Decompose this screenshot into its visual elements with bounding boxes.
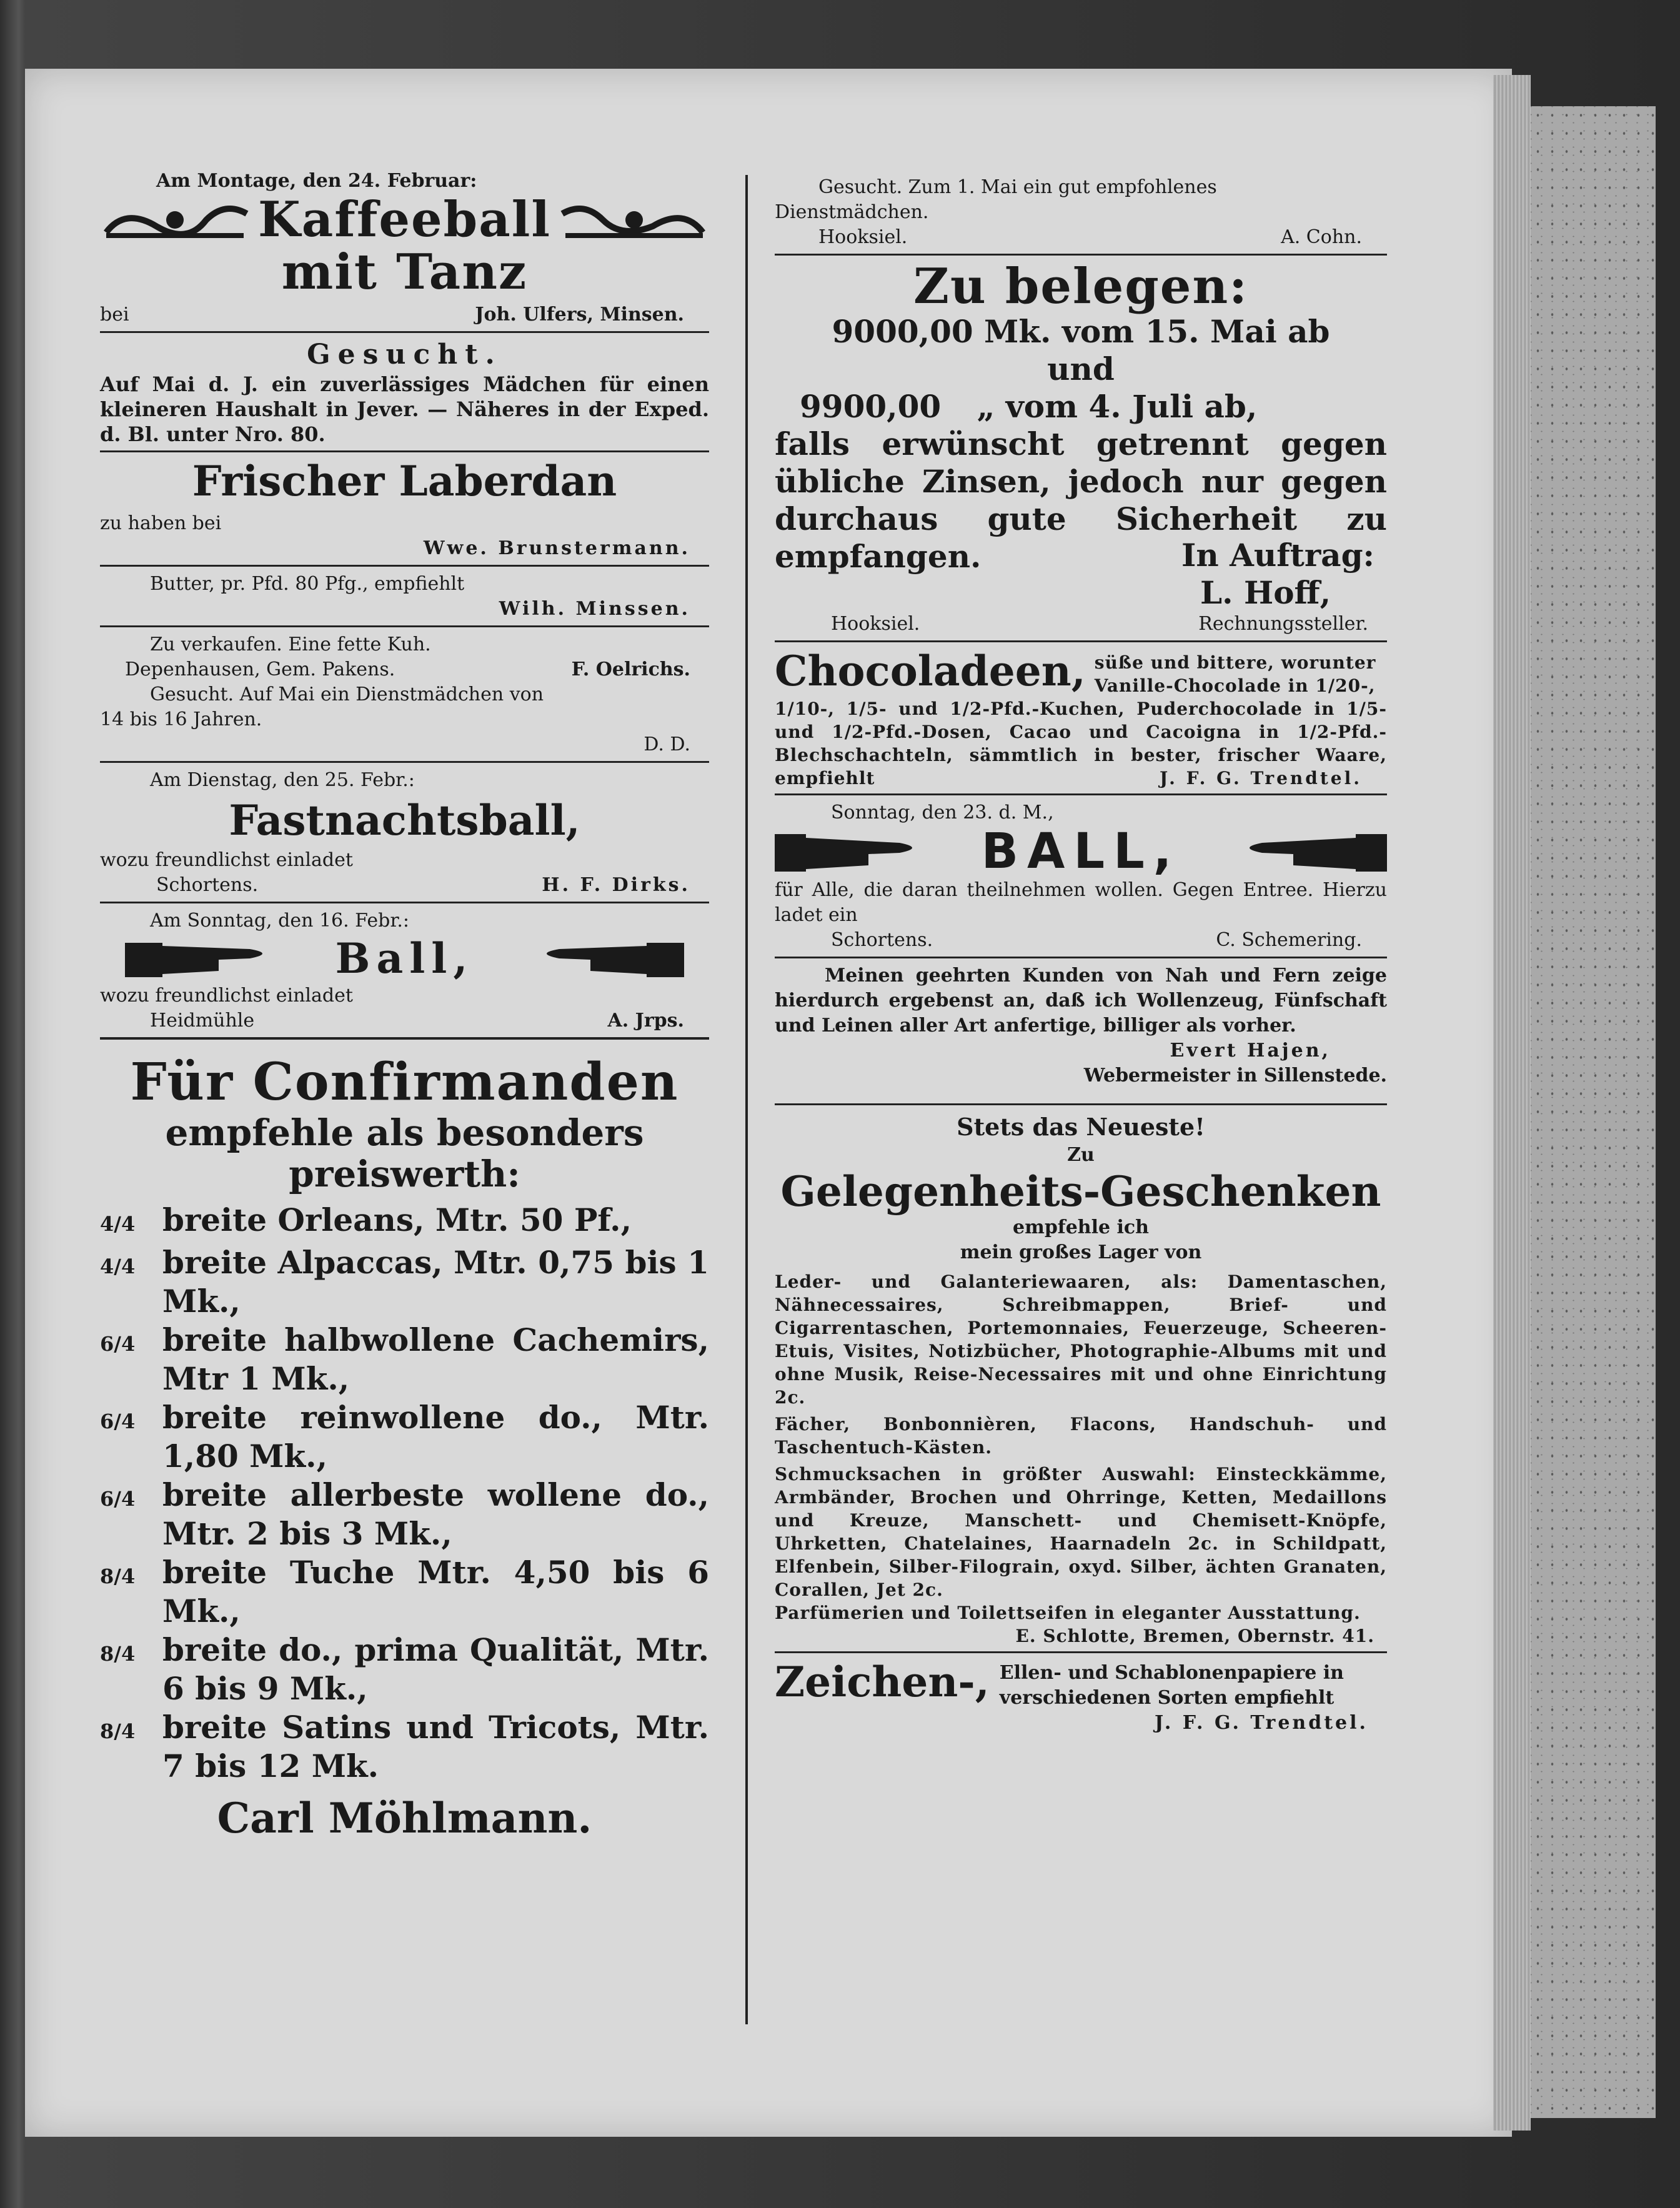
geschenke-title: Gelegenheits-Geschenken — [780, 1167, 1381, 1216]
belegen-name: L. Hoff, — [1200, 574, 1331, 611]
ornament-right-icon — [559, 195, 709, 245]
geschenke-top: Stets das Neueste! — [957, 1113, 1205, 1141]
ball1-invite: wozu freundlichst einladet — [100, 985, 353, 1007]
zeichen-seller: J. F. G. Trendtel. — [1155, 1712, 1368, 1734]
confirmanden-item-fraction: 8/4 — [100, 1642, 136, 1666]
kuh-line: Zu verkaufen. Eine fette Kuh. — [150, 634, 431, 655]
confirmanden-item-text: breite Orleans, Mtr. 50 Pf., — [162, 1201, 632, 1238]
ad-fastnachtsball — [100, 768, 709, 898]
ball2-date: Sonntag, den 23. d. M., — [831, 802, 1054, 823]
geschenke-p1: Leder- und Galanteriewaaren, als: Damentaschen, Nähnecessaires, Schreibmappen, Brief- und Cigarrentaschen, Portemonnaies, Feuerzeuge, Scheeren-Etuis, Visites, Notizbücher, Photographie-Albums mit und ohne Musik, Reise-Necessaires mit und ohne Einrichtung 2c. — [775, 1271, 1387, 1408]
geschenke-seller: E. Schlotte, Bremen, Obernstr. 41. — [1015, 1626, 1374, 1646]
laberdan-seller: Wwe. Brunstermann. — [423, 537, 690, 559]
confirmanden-seller: Carl Möhlmann. — [217, 1794, 592, 1842]
ball1-place: Heidmühle — [150, 1010, 255, 1032]
fastnacht-date: Am Dienstag, den 25. Febr.: — [150, 769, 415, 791]
ad-zeichen — [775, 1658, 1387, 1736]
laberdan-line: zu haben bei — [100, 512, 222, 534]
ball2-place: Schortens. — [831, 929, 933, 951]
gesucht3-sig: A. Cohn. — [1281, 226, 1362, 248]
butter-seller: Wilh. Minssen. — [499, 598, 690, 620]
zeichen-title: Zeichen-, — [775, 1658, 990, 1706]
confirmanden-item-text: breite Satins und Tricots, Mtr. 7 bis 12 Mk. — [162, 1709, 709, 1784]
ad-zu-belegen — [775, 258, 1387, 637]
zeichen-text: Ellen- und Schablonenpapiere in verschiedenen Sorten empfiehlt — [999, 1662, 1344, 1709]
chocoladeen-title: Chocoladeen, — [775, 647, 1086, 695]
chocoladeen-seller: J. F. G. Trendtel. — [1160, 768, 1362, 788]
gesucht2-line1: Gesucht. Auf Mai ein Dienstmädchen von — [150, 684, 544, 705]
ad-hajen — [775, 963, 1387, 1088]
confirmanden-item-fraction: 8/4 — [100, 1719, 136, 1743]
kuh-seller: F. Oelrichs. — [571, 659, 690, 680]
ad-butter — [100, 572, 709, 622]
confirmanden-item-text: breite halbwollene Cachemirs, Mtr 1 Mk., — [162, 1321, 709, 1397]
kaffeeball-bei: bei — [100, 304, 129, 326]
confirmanden-item-fraction: 6/4 — [100, 1332, 136, 1356]
confirmanden-item — [100, 1243, 709, 1321]
pointing-hand-right-icon — [775, 827, 931, 877]
gesucht2-line2: 14 bis 16 Jahren. — [100, 709, 262, 730]
confirmanden-list — [100, 1201, 709, 1786]
belegen-role: Rechnungssteller. — [1198, 613, 1368, 635]
book-cover — [1531, 106, 1656, 2118]
ad-confirmanden — [100, 1052, 709, 1842]
belegen-line2: und — [1047, 351, 1115, 387]
confirmanden-item — [100, 1476, 709, 1553]
belegen-auftrag: In Auftrag: — [1181, 537, 1374, 574]
confirmanden-item — [100, 1398, 709, 1476]
hajen-name: Evert Hajen, — [1170, 1040, 1331, 1062]
confirmanden-item-text: breite Alpaccas, Mtr. 0,75 bis 1 Mk., — [162, 1244, 709, 1320]
butter-line: Butter, pr. Pfd. 80 Pfg., empfiehlt — [150, 573, 465, 595]
pointing-hand-right-icon — [125, 933, 281, 983]
ad-ball-heidmuehle — [100, 908, 709, 1033]
confirmanden-sub2: preiswerth: — [289, 1153, 520, 1195]
gesucht1-heading: Gesucht. — [307, 339, 502, 370]
geschenke-sub2: mein großes Lager von — [960, 1241, 1202, 1263]
confirmanden-item-text: breite reinwollene do., Mtr. 1,80 Mk., — [162, 1399, 709, 1474]
ad-gesucht-2 — [100, 682, 709, 757]
confirmanden-sub1: empfehle als besonders — [165, 1111, 644, 1154]
belegen-line3: „ vom 4. Juli ab, — [977, 388, 1258, 425]
gesucht2-sig: D. D. — [644, 734, 690, 755]
gesucht3-line1: Gesucht. Zum 1. Mai ein gut empfohlenes — [818, 176, 1217, 198]
chocoladeen-text-b: 1/10-, 1/5- und 1/2-Pfd.-Kuchen, Puderchocolade in 1/5- und 1/2-Pfd.-Dosen, Cacao und Cacoigna in 1/2-Pfd.-Blechschachteln, sämmtlich in bester, frischer Waare, empfiehlt — [775, 699, 1387, 788]
fastnacht-place: Schortens. — [156, 874, 259, 896]
ball1-host: A. Jrps. — [607, 1010, 684, 1032]
confirmanden-item-fraction: 6/4 — [100, 1487, 136, 1511]
fastnacht-host: H. F. Dirks. — [542, 874, 690, 896]
pointing-hand-left-icon — [528, 933, 684, 983]
kaffeeball-date: Am Montage, den 24. Februar: — [156, 170, 477, 192]
geschenke-sub1: empfehle ich — [1012, 1216, 1149, 1238]
belegen-amount2: 9900,00 — [800, 388, 942, 425]
column-divider — [745, 175, 748, 2024]
confirmanden-item — [100, 1321, 709, 1398]
ad-gesucht-3 — [775, 175, 1387, 250]
page-edges — [1493, 75, 1531, 2131]
ad-ball-schortens — [775, 800, 1387, 953]
belegen-line1: 9000,00 Mk. vom 15. Mai ab — [832, 313, 1330, 350]
fastnacht-invite: wozu freundlichst einladet — [100, 849, 353, 871]
confirmanden-item — [100, 1553, 709, 1631]
left-column — [100, 169, 709, 1842]
geschenke-p2: Fächer, Bonbonnièren, Flacons, Handschuh- und Taschentuch-Kästen. — [775, 1414, 1387, 1458]
confirmanden-item-text: breite allerbeste wollene do., Mtr. 2 bis 3 Mk., — [162, 1476, 709, 1552]
laberdan-title: Frischer Laberdan — [192, 457, 617, 505]
kaffeeball-subtitle: mit Tanz — [281, 244, 528, 301]
gesucht1-text: Auf Mai d. J. ein zuverlässiges Mädchen für einen kleineren Haushalt in Jever. — Näheres in der Exped. d. Bl. unter Nro. 80. — [100, 372, 709, 446]
confirmanden-item-fraction: 4/4 — [100, 1212, 136, 1236]
ad-kuh — [100, 632, 709, 682]
confirmanden-title: Für Confirmanden — [130, 1052, 679, 1112]
geschenke-p4: Parfümerien und Toilettseifen in eleganter Ausstattung. — [775, 1603, 1361, 1623]
chocoladeen-frac: 1/20 — [1315, 675, 1361, 696]
hajen-text: Meinen geehrten Kunden von Nah und Fern zeige hierdurch ergebenst an, daß ich Wollenzeug, Fünfschaft und Leinen aller Art anfertige, billiger als vorher. — [775, 965, 1387, 1037]
pointing-hand-left-icon — [1231, 827, 1387, 877]
confirmanden-item — [100, 1201, 709, 1243]
right-column — [775, 175, 1387, 1736]
confirmanden-item — [100, 1708, 709, 1786]
ball2-title: BALL, — [981, 823, 1181, 880]
ad-kaffeeball — [100, 169, 709, 327]
kuh-place: Depenhausen, Gem. Pakens. — [125, 659, 395, 680]
ball2-line1: für Alle, die daran theilnehmen wollen. Gegen Entree. Hierzu ladet ein — [775, 879, 1387, 926]
confirmanden-item-fraction: 6/4 — [100, 1410, 136, 1433]
ball1-title: Ball, — [335, 934, 474, 983]
kaffeeball-title: Kaffeeball — [257, 191, 552, 248]
kaffeeball-host: Joh. Ulfers, Minsen. — [475, 304, 684, 326]
belegen-title: Zu belegen: — [913, 258, 1248, 315]
ball1-date: Am Sonntag, den 16. Febr.: — [150, 910, 410, 932]
confirmanden-item-fraction: 4/4 — [100, 1255, 136, 1278]
gesucht3-line2: Dienstmädchen. — [775, 201, 929, 223]
confirmanden-item-fraction: 8/4 — [100, 1564, 136, 1588]
hajen-role: Webermeister in Sillenstede. — [1083, 1065, 1387, 1087]
ball2-host: C. Schemering. — [1216, 929, 1362, 951]
confirmanden-item — [100, 1631, 709, 1708]
geschenke-zu: Zu — [1067, 1144, 1095, 1166]
fastnacht-title: Fastnachtsball, — [229, 796, 580, 845]
ornament-left-icon — [100, 195, 250, 245]
ad-laberdan — [100, 457, 709, 561]
confirmanden-item-text: breite Tuche Mtr. 4,50 bis 6 Mk., — [162, 1554, 709, 1629]
chocoladeen-text-a: süße und bittere, worunter Vanille-Chocolade in — [1094, 652, 1376, 696]
belegen-place: Hooksiel. — [831, 613, 920, 635]
belegen-body: falls erwünscht getrennt gegen übliche Zinsen, jedoch nur gegen durchaus gute Sicherheit zu empfangen. — [775, 425, 1387, 575]
geschenke-p3: Schmucksachen in größter Auswahl: Einsteckkämme, Armbänder, Brochen und Ohrringe, Ketten, Medaillons und Kreuze, Manschett- und Chemisett-Knöpfe, Uhrketten, Chatelaines, Haarnadeln 2c. in Schildpatt, Elfenbein, Silber-Filograin, oxyd. Silber, ächten Granaten, Corallen, Jet 2c. — [775, 1464, 1387, 1600]
gesucht3-place: Hooksiel. — [818, 226, 908, 248]
ad-geschenke — [775, 1111, 1387, 1648]
ad-chocoladeen: Chocoladeen, süße und bittere, worunter Vanille-Chocolade in 1/20-, 1/10-, 1/5- und 1/2-Pfd.-Kuchen, Puderchocolade in 1/5- und 1/2-Pfd.-Dosen, Cacao und Cacoigna in 1/2-Pfd.-Blechschachteln, sämmtlich in bester, frischer Waare, empfiehlt J. F. G. Trendtel. — [775, 647, 1387, 788]
ad-gesucht-1 — [100, 338, 709, 447]
confirmanden-item-text: breite do., prima Qualität, Mtr. 6 bis 9 Mk., — [162, 1631, 709, 1707]
